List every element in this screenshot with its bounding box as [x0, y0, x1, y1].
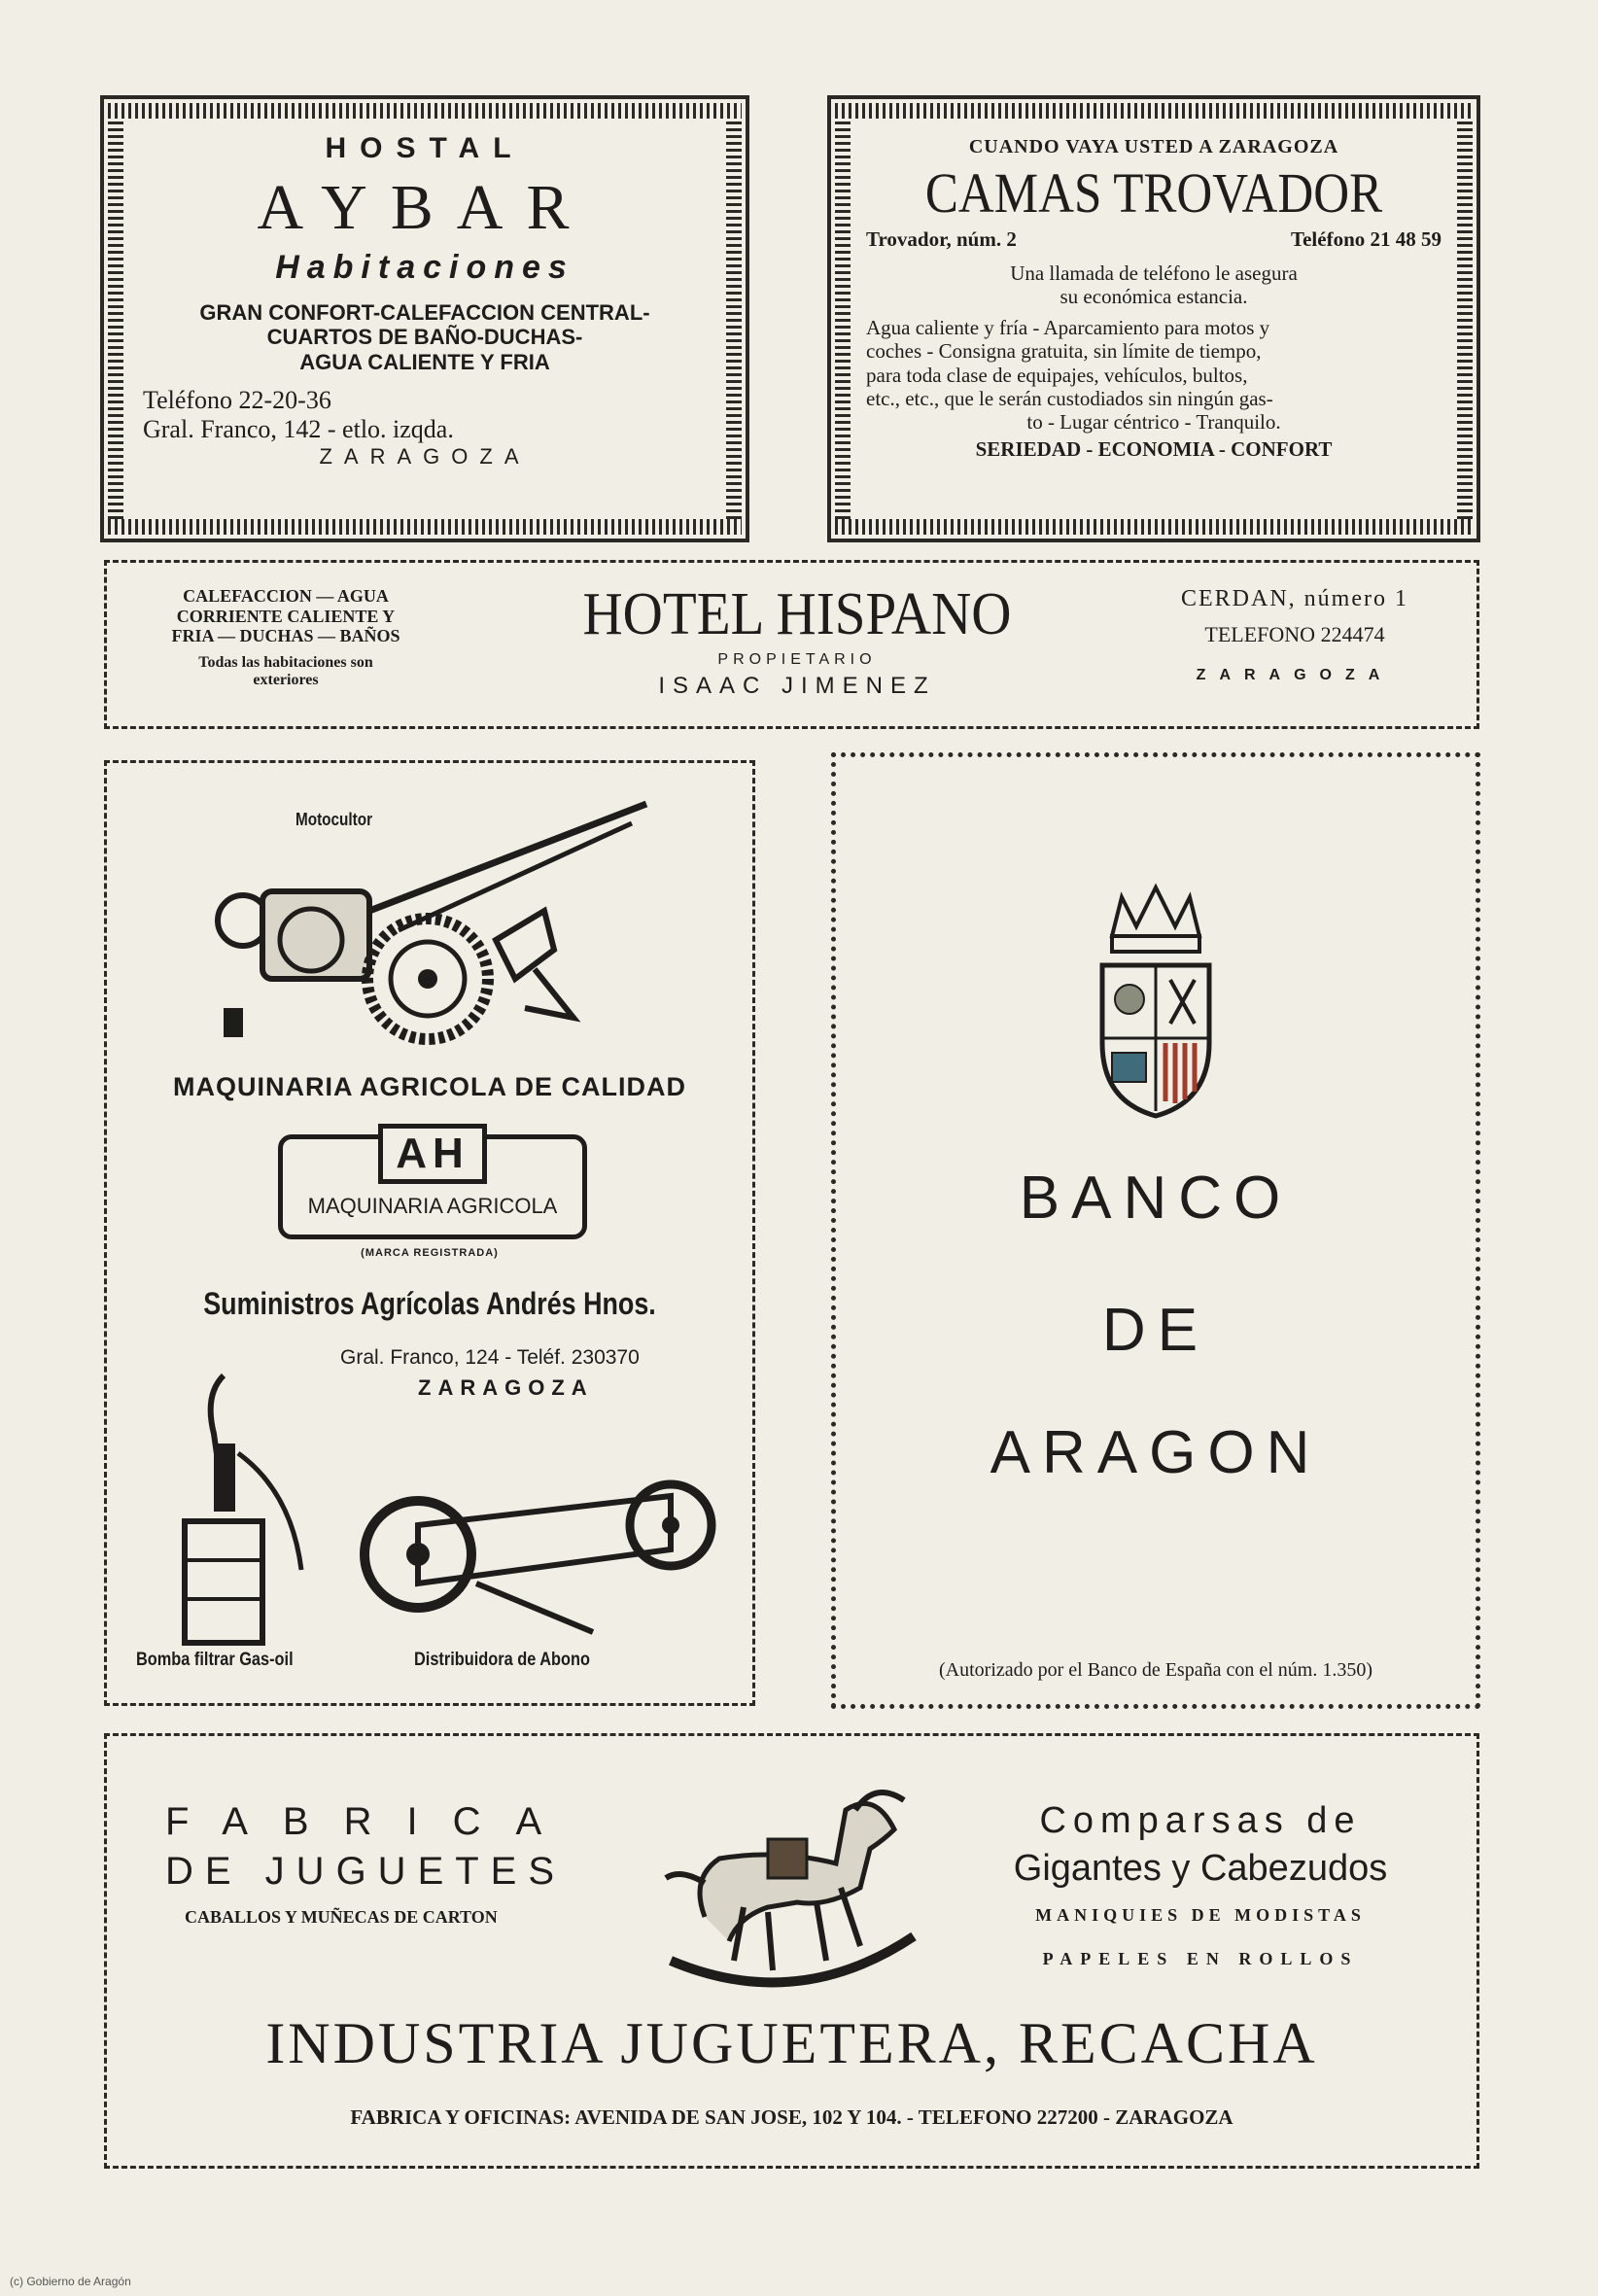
banco-aragon-ad [831, 752, 1480, 1709]
recacha-fabrica: FABRICA [165, 1800, 577, 1843]
andres-company: Suministros Agrícolas Andrés Hnos. [203, 1286, 656, 1321]
hotel-hispano-ad [104, 560, 1479, 729]
recacha-ad [104, 1733, 1479, 2169]
border-ticks-top [835, 103, 1473, 119]
hostal-phone: Teléfono 22-20-36 [143, 385, 331, 414]
hispano-owner: ISAAC JIMENEZ [658, 673, 936, 699]
recacha-papeles: PAPELES EN ROLLOS [1042, 1949, 1359, 1968]
banco-line3: ARAGON [990, 1419, 1322, 1486]
hostal-subtitle: Habitaciones [275, 249, 574, 286]
hispano-owner-label: PROPIETARIO [717, 651, 877, 668]
camas-phone: Teléfono 21 48 59 [1291, 227, 1442, 251]
spreader-illustration [360, 1457, 729, 1642]
banco-line2: DE [1101, 1297, 1210, 1364]
ah-logo-letters-box [378, 1124, 487, 1184]
hostal-city: ZARAGOZA [319, 443, 531, 469]
andres-address: Gral. Franco, 124 - Teléf. 230370 [340, 1346, 640, 1369]
hostal-name: AYBAR [257, 172, 593, 243]
ah-logo [278, 1130, 587, 1239]
hispano-phone: TELEFONO 224474 [1204, 622, 1385, 646]
hostal-address: Gral. Franco, 142 - etlo. izqda. [143, 414, 454, 443]
border-ticks-right [726, 119, 742, 519]
recacha-caballos: CABALLOS Y MUÑECAS DE CARTON [185, 1907, 498, 1927]
border-ticks-bottom [108, 519, 742, 535]
coat-of-arms-icon [1093, 878, 1219, 1121]
spreader-label: Distribuidora de Abono [414, 1650, 590, 1670]
camas-name: CAMAS TROVADOR [924, 161, 1383, 225]
hispano-address: CERDAN, número 1 [1181, 586, 1408, 611]
banco-line1: BANCO [1019, 1165, 1293, 1232]
hostal-aybar-ad [100, 95, 749, 542]
camas-contact [866, 227, 1442, 252]
camas-address: Trovador, núm. 2 [866, 227, 1017, 251]
recacha-comparsas: Comparsas de [1039, 1800, 1362, 1841]
hostal-features: GRAN CONFORT-CALEFACCION CENTRAL- CUARTOS DE BAÑO-DUCHAS- AGUA CALIENTE Y FRIA [199, 300, 650, 374]
trademark-note: (MARCA REGISTRADA) [361, 1247, 499, 1259]
hispano-name: HOTEL HISPANO [582, 581, 1012, 647]
ah-logo-letters: AH [396, 1130, 469, 1177]
banco-note: (Autorizado por el Banco de España con el núm. 1.350) [939, 1659, 1372, 1681]
camas-motto: SERIEDAD - ECONOMIA - CONFORT [975, 436, 1333, 461]
border-ticks-right [1457, 119, 1473, 519]
andres-slogan: MAQUINARIA AGRICOLA DE CALIDAD [173, 1072, 686, 1101]
border-ticks-bottom [835, 519, 1473, 535]
recacha-address: FABRICA Y OFICINAS: AVENIDA DE SAN JOSE, 102 Y 104. - TELEFONO 227200 - ZARAGOZA [350, 2105, 1233, 2129]
pump-label: Bomba filtrar Gas-oil [136, 1650, 294, 1670]
hispano-city: ZARAGOZA [1196, 667, 1394, 683]
credit-footer: (c) Gobierno de Aragón [10, 2275, 131, 2288]
rocking-horse-illustration [651, 1771, 933, 2004]
andres-city: ZARAGOZA [418, 1375, 594, 1400]
hispano-services: CALEFACCION — AGUA CORRIENTE CALIENTE Y FRIA — DUCHAS — BAÑOS Todas las habitaciones son exteriores [171, 586, 400, 689]
recacha-maniquies: MANIQUIES DE MODISTAS [1035, 1905, 1366, 1925]
andres-hnos-ad [104, 760, 755, 1706]
border-ticks-left [108, 119, 123, 519]
recacha-gigantes: Gigantes y Cabezudos [1013, 1848, 1388, 1889]
border-ticks-left [835, 119, 851, 519]
border-ticks-top [108, 103, 742, 119]
motocultor-label: Motocultor [295, 810, 373, 829]
camas-trovador-ad [827, 95, 1480, 542]
camas-body-text: Agua caliente y fría - Aparcamiento para motos y coches - Consigna gratuita, sin límite de tiempo, para toda clase de equipajes, vehículos, bultos, etc., etc., que le serán custodiados sin ningún gas- to - Lugar céntrico - Tranquilo. [866, 316, 1281, 434]
recacha-de-juguetes: DE JUGUETES [165, 1850, 567, 1893]
camas-call-text: Una llamada de teléfono le asegura su económica estancia. [1010, 261, 1298, 309]
motocultor-illustration [204, 794, 671, 1047]
hostal-label: HOSTAL [325, 132, 525, 164]
camas-top-line: CUANDO VAYA USTED A ZARAGOZA [968, 136, 1339, 157]
recacha-company: INDUSTRIA JUGUETERA, RECACHA [265, 2011, 1318, 2075]
ah-logo-text: MAQUINARIA AGRICOLA [307, 1194, 558, 1218]
pump-illustration [165, 1356, 321, 1648]
